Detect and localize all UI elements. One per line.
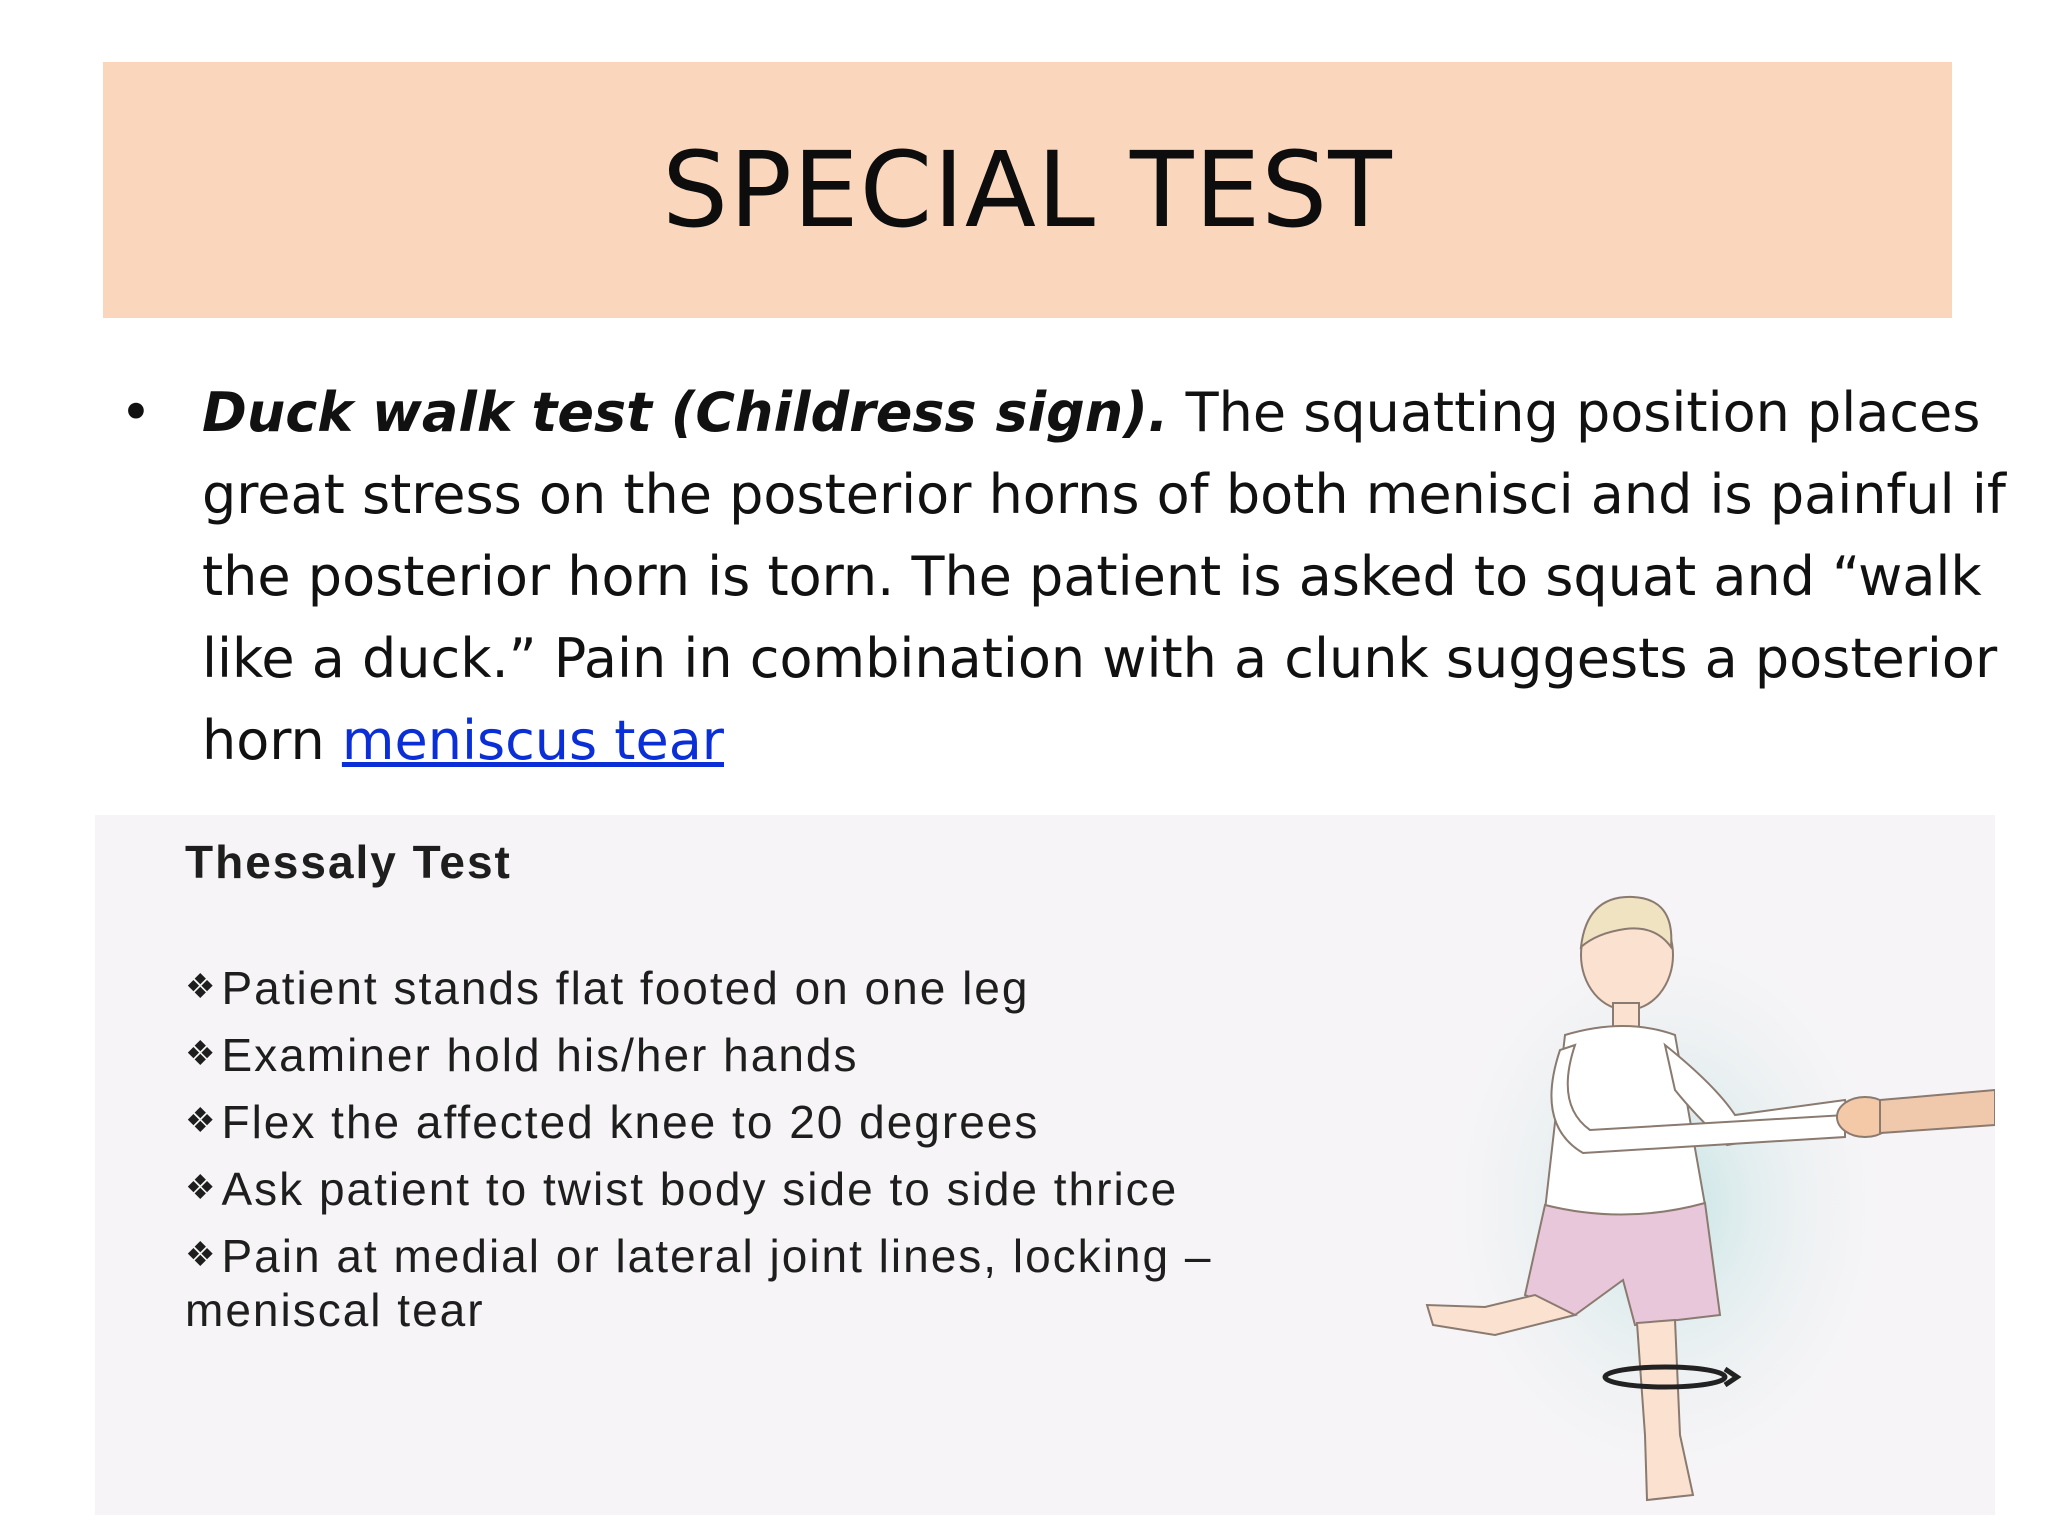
list-item: ❖Ask patient to twist body side to side thrice (185, 1163, 1179, 1215)
diamond-bullet-icon: ❖ (185, 1035, 218, 1073)
thessaly-figure (95, 815, 1995, 1515)
diamond-bullet-icon: ❖ (185, 968, 218, 1006)
bullet-body: The squatting position places great stress on the posterior horns of both menisci and is painful if the posterior horn is torn. The patient is asked to squat and “walk like a duck.” Pain in combination with a clunk suggests a posterior horn (202, 381, 2006, 772)
bullet-lead: Duck walk test (Childress sign). (202, 381, 1169, 444)
bullet-paragraph (202, 372, 2048, 782)
list-item: ❖Examiner hold his/her hands (185, 1029, 859, 1081)
meniscus-tear-link[interactable]: meniscus tear (341, 709, 724, 772)
figure-heading: Thessaly Test (185, 836, 512, 888)
diamond-bullet-icon: ❖ (185, 1236, 218, 1274)
list-item: ❖Patient stands flat footed on one leg (185, 962, 1030, 1014)
title-band (103, 62, 1952, 318)
list-item: ❖Pain at medial or lateral joint lines, locking – meniscal tear (185, 1230, 1213, 1336)
bullet-dot-icon: • (120, 381, 152, 444)
examiner-arm (1880, 1090, 1995, 1133)
slide-title: SPECIAL TEST (662, 129, 1393, 251)
diamond-bullet-icon: ❖ (185, 1169, 218, 1207)
figure-list (185, 960, 1325, 1349)
diamond-bullet-icon: ❖ (185, 1102, 218, 1140)
thessaly-test-figure (1375, 875, 1995, 1515)
list-item: ❖Flex the affected knee to 20 degrees (185, 1096, 1040, 1148)
